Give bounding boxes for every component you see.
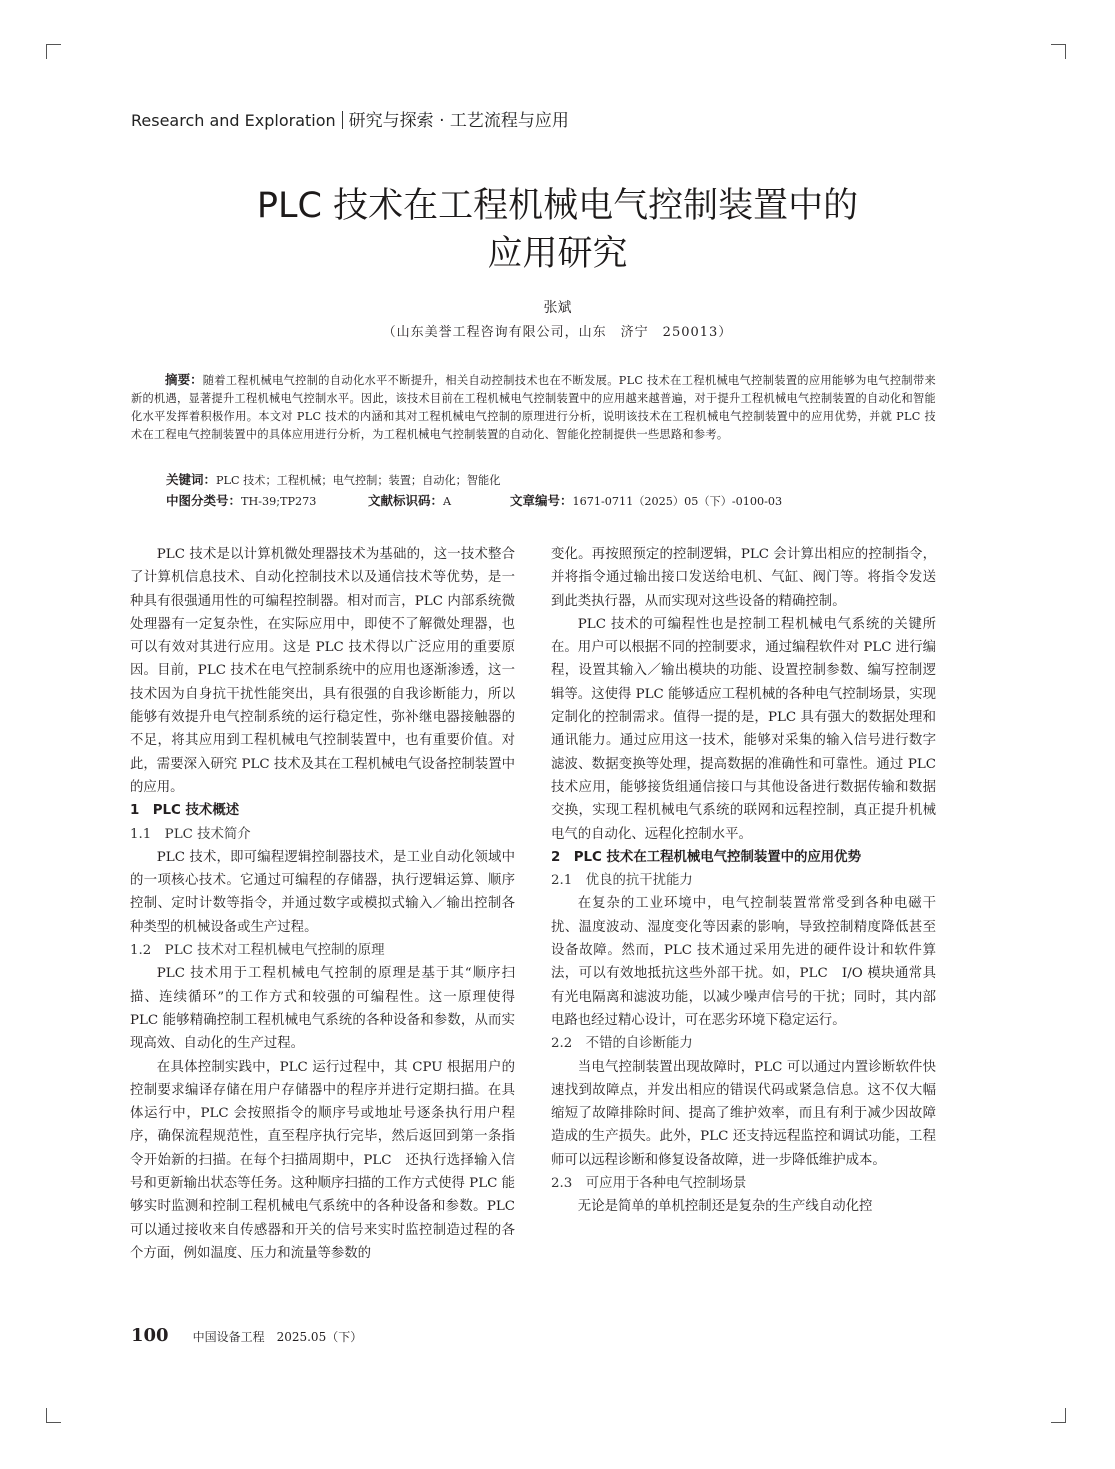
paragraph: PLC 技术的可编程性也是控制工程机械电气系统的关键所在。用户可以根据不同的控制要求，通过编程软件对 PLC 进行编程，设置其输入／输出模块的功能、设置控制参数、编写控制逻辑等。这使得 PLC 能够适应工程机械的各种电气控制场景，实现定制化的控制需求。值得一提的是，PLC 具有强大的数据处理和通讯能力。通过应用这一技术，能够对采集的输入信号进行数字滤波、数据变换等处理，提高数据的准确性和可靠性。通过 PLC 技术应用，能够接货组通信接口与其他设备进行数据传输和数据交换，实现工程机械电气系统的联网和远程控制，真正提升机械电气的自动化、远程化控制水平。 [551,616,936,842]
running-header [131,106,569,131]
document-code-value: A [443,495,452,508]
subsection-heading: 1.1 PLC 技术简介 [130,826,251,842]
document-code [368,491,451,509]
page-footer [131,1325,362,1346]
paragraph: PLC 技术是以计算机微处理器技术为基础的，这一技术整合了计算机信息技术、自动化控制技术以及通信技术等优势，是一种具有很强通用性的可编程控制器。相对而言，PLC 内部系统微处理器有一定复杂性，在实际应用中，即使不了解微处理器，也可以有效对其进行应用。这是 PLC 技术得以广泛应用的重要原因。目前，PLC 技术在电气控制系统中的应用也逐渐渗透，这一技术因为自身抗干扰性能突出，具有很强的自我诊断能力，所以能够有效提升电气控制系统的运行稳定性，弥补继电器接触器的不足，将其应用到工程机械电气控制装置中，也有重要价值。对此，需要深入研究 PLC 技术及其在工程机械电气设备控制装置中的应用。 [130,547,515,795]
document-code-label: 文献标识码： [368,493,444,508]
section-heading: 2 PLC 技术在工程机械电气控制装置中的应用优势 [551,849,861,865]
abstract-text: 随着工程机械电气控制的自动化水平不断提升，相关自动控制技术也在不断发展。PLC 技术在工程机械电气控制装置的应用能够为电气控制带来新的机遇，显著提升工程机械电气控制水平。因此，该技术目前在工程机械电气控制装置中的应用越来越普遍，对于提升工程机械电气控制装置的自动化和智能化水平发挥着积极作用。本文对 PLC 技术的内涵和其对工程机械电气控制的原理进行分析，说明该技术在工程机械电气控制装置中的应用优势，并就 PLC 技术在工程电气控制装置中的具体应用进行分析，为工程机械电气控制装置的自动化、智能化控制提供一些思路和参考。 [131,374,936,441]
keywords [166,470,500,488]
article-id-value: 1671-0711（2025）05（下）-0100-03 [572,495,783,508]
subsection-heading: 1.2 PLC 技术对工程机械电气控制的原理 [130,943,385,959]
keywords-text: PLC 技术；工程机械；电气控制；装置；自动化；智能化 [216,474,501,487]
classification-label: 中图分类号： [166,493,242,508]
section-category: 研究与探索 · 工艺流程与应用 [348,111,569,131]
subsection-heading: 2.2 不错的自诊断能力 [551,1036,693,1052]
journal-issue: 中国设备工程 2025.05（下） [192,1330,363,1344]
header-divider [342,111,343,129]
paragraph: PLC 技术用于工程机械电气控制的原理是基于其“顺序扫描、连续循环”的工作方式和较强的可编程性。这一原理使得 PLC 能够精确控制工程机械电气系统的各种设备和参数，从而实现高效、自动化的生产过程。 [130,966,515,1052]
paragraph: 在具体控制实践中，PLC 运行过程中，其 CPU 根据用户的控制要求编译存储在用户存储器中的程序并进行定期扫描。在具体运行中，PLC 会按照指令的顺序号或地址号逐条执行用户程序，确保流程规范性，直至程序执行完毕，然后返回到第一条指令开始新的扫描。在每个扫描周期中，PLC 还执行选择输入信号和更新输出状态等任务。这种顺序扫描的工作方式使得 PLC 能够实时监测和控制工程机械电气系统中的各种设备和参数。PLC 可以通过接收来自传感器和开关的信号来实时监控制造过程的各个方面，例如温度、压力和流量等参数的 [130,1059,515,1261]
paragraph: 无论是简单的单机控制还是复杂的生产线自动化控 [577,1199,873,1215]
body-column-left [130,543,515,1265]
classification-number [166,491,316,509]
crop-mark-bottom-left [46,1408,61,1423]
article-title-line-2: 应用研究 [487,234,628,274]
section-heading: 1 PLC 技术概述 [130,803,240,819]
page-number: 100 [131,1325,169,1346]
article-title-line-1: PLC 技术在工程机械电气控制装置中的 [256,186,859,226]
paragraph: 当电气控制装置出现故障时，PLC 可以通过内置诊断软件快速找到故障点，并发出相应的错误代码或紧急信息。这不仅大幅缩短了故障排除时间、提高了维护效率，而且有利于减少因故障造成的生产损失。此外，PLC 还支持远程监控和调试功能，工程师可以远程诊断和修复设备故障，进一步降低维护成本。 [551,1059,936,1168]
abstract-label: 摘要： [165,372,203,387]
paragraph: 在复杂的工业环境中，电气控制装置常常受到各种电磁干扰、温度波动、湿度变化等因素的影响，导致控制精度降低甚至设备故障。然而，PLC 技术通过采用先进的硬件设计和软件算法，可以有效地抵抗这些外部干扰。如，PLC I/O 模块通常具有光电隔离和滤波功能，以减少噪声信号的干扰；同时，其内部电路也经过精心设计，可在恶劣环境下稳定运行。 [551,896,936,1028]
author: 张斌 [543,300,572,316]
journal-section: Research and Exploration [131,111,336,130]
abstract [131,371,936,444]
crop-mark-top-left [46,44,61,59]
classification-value: TH-39;TP273 [241,495,317,508]
paragraph: 变化。再按照预定的控制逻辑，PLC 会计算出相应的控制指令，并将指令通过输出接口发送给电机、气缸、阀门等。将指令发送到此类执行器，从而实现对这些设备的精确控制。 [551,547,936,609]
article-id-label: 文章编号： [510,493,573,508]
body-column-right [551,543,936,1219]
affiliation: （山东美誉工程咨询有限公司，山东 济宁 250013） [382,325,733,340]
keywords-label: 关键词： [166,472,217,487]
crop-mark-top-right [1051,44,1066,59]
subsection-heading: 2.3 可应用于各种电气控制场景 [551,1176,747,1192]
subsection-heading: 2.1 优良的抗干扰能力 [551,873,693,889]
crop-mark-bottom-right [1051,1408,1066,1423]
article-id [510,491,782,509]
paragraph: PLC 技术，即可编程逻辑控制器技术，是工业自动化领域中的一项核心技术。它通过可编程的存储器，执行逻辑运算、顺序控制、定时计数等指令，并通过数字或模拟式输入／输出控制各种类型的机械设备或生产过程。 [130,849,515,935]
